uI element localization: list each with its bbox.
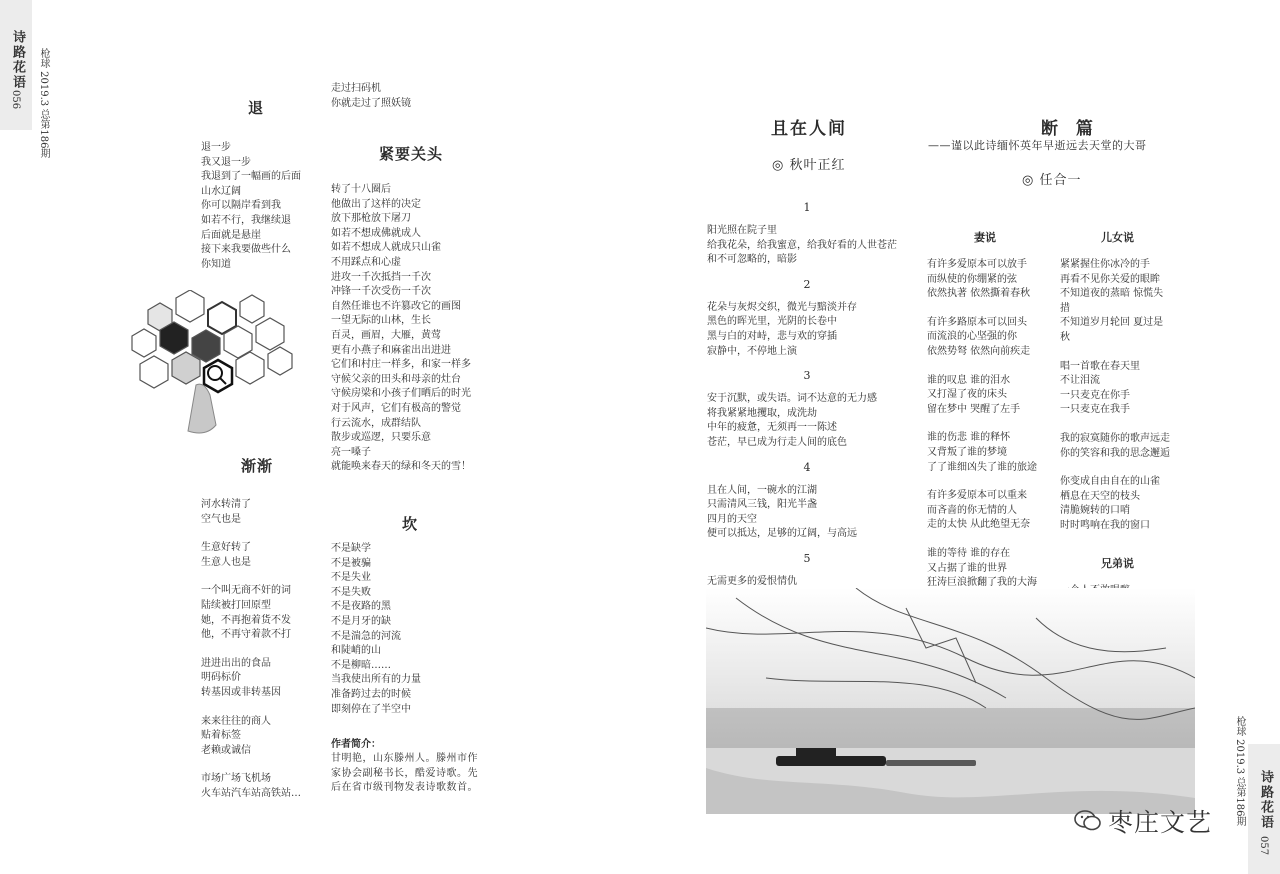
poem-line: 不是湍急的河流 <box>331 630 401 642</box>
poem-line: 后在省市级刊物发表诗歌数首。 <box>331 782 478 794</box>
section-number: 5 <box>803 551 811 565</box>
poem-line: 自然任谁也不许篡改它的画图 <box>331 300 461 312</box>
left-sidebar-issue: 枪球 2019.3 总第186期 <box>38 48 49 159</box>
poem-line: 走的太快 从此绝望无奈 <box>927 519 1031 531</box>
poem-line: 中年的疲惫，无须再一一陈述 <box>707 422 837 434</box>
poem-line: 陆续被打回原型 <box>201 599 271 611</box>
poem-line: 不用踩点和心虚 <box>331 256 401 268</box>
poem-line: 一只麦克在你手 <box>1060 389 1130 401</box>
poem-line: 贴着标签 <box>201 730 241 742</box>
poem-title-broken: 断 篇 <box>1041 119 1099 139</box>
poem-line: 有许多爱原本可以放手 <box>927 259 1027 270</box>
poem-line: 了了谁细凶失了谁的旅途 <box>927 461 1037 473</box>
poem-line: 一只麦克在我手 <box>1060 404 1130 416</box>
poem-line: 清脆婉转的口哨 <box>1060 505 1130 517</box>
poem-line: 将我紧紧地攫取，成洗劫 <box>707 407 817 419</box>
author-bio-heading: 作者简介： <box>331 739 381 750</box>
poem-line: 谁的叹息 谁的泪水 <box>927 374 1011 386</box>
poem-line: 和不可忽略的，暗影 <box>707 254 797 266</box>
poem-line: 栖息在天空的枝头 <box>1060 490 1140 502</box>
poem-line: 又背叛了谁的梦境 <box>927 446 1007 458</box>
poem-line: 不是缺学 <box>331 543 371 554</box>
section-body <box>707 301 897 359</box>
ink-wash-landscape-image <box>706 588 1195 814</box>
poem-line: 秋 <box>1060 331 1070 343</box>
section-body <box>707 224 897 268</box>
poem-line: 不是被骗 <box>331 557 371 569</box>
section-wife-body <box>927 258 1037 591</box>
poem-line: 亮一嗓子 <box>331 446 371 458</box>
poem-line: 又占据了谁的世界 <box>927 562 1007 574</box>
poem-world-sections <box>707 201 897 633</box>
poem-line: 安于沉默，或失语。词不达意的无力感 <box>707 393 877 405</box>
poem-line: 河水转清了 <box>201 499 251 510</box>
poem-line: 依然势弩 依然向前疾走 <box>927 345 1031 357</box>
poem-line: 退一步 <box>201 142 231 153</box>
poem-line: 又打湿了夜的床头 <box>927 389 1007 401</box>
poem-line: 有许多爱原本可以重来 <box>927 490 1027 502</box>
poem-line: 不是失败 <box>331 586 371 598</box>
poem-line: 百灵，画眉，大雁，黄莺 <box>331 329 441 341</box>
poem-line: 谁的等待 谁的存在 <box>927 547 1011 559</box>
poem-line: 紧紧握住你冰冷的手 <box>1060 259 1150 270</box>
author-bio-text <box>331 752 478 796</box>
poem-line: 狂涛巨浪掀翻了我的大海 <box>927 577 1037 589</box>
poem-line: 你的笑容和我的思念邂逅 <box>1060 447 1170 459</box>
poem-title-ridge: 坎 <box>402 515 419 533</box>
wechat-icon <box>1074 808 1102 832</box>
poem-line: 而吝啬的你无情的人 <box>927 504 1017 516</box>
poem-title-gradually: 渐渐 <box>241 457 274 475</box>
poem-line: 你可以隔岸看到我 <box>201 200 281 212</box>
poem-line: 苍茫，早已成为行走人间的底色 <box>707 436 847 448</box>
poem-line: 冲锋一千次受伤一千次 <box>331 286 431 298</box>
poem-title-critical: 紧要关头 <box>379 145 444 163</box>
section-brothers-heading: 兄弟说 <box>1101 557 1134 570</box>
section-children-body <box>1060 258 1170 534</box>
hexagon-icons-illustration <box>118 290 296 438</box>
poem-line: 四月的天空 <box>707 513 757 525</box>
left-page-number: 056 <box>10 90 21 110</box>
poem-line: 黑色的晖光里，光阴的长卷中 <box>707 316 837 328</box>
poem-line: 不让泪流 <box>1060 375 1100 387</box>
poem-line: 当我使出所有的力量 <box>331 674 421 686</box>
poem-line: 散步或巡逻，只要乐意 <box>331 432 431 444</box>
section-number: 1 <box>803 201 811 214</box>
poem-line: 守候房梁和小孩子们晒后的时光 <box>331 388 471 400</box>
poem-line: 我的寂寞随你的歌声远走 <box>1060 432 1170 444</box>
section-wife-heading: 妻说 <box>974 231 996 244</box>
poem-line: 而纵使的你绷紧的弦 <box>927 273 1017 285</box>
poem-line: 我又退一步 <box>201 156 251 168</box>
poem-line: 行云流水，成群结队 <box>331 417 421 429</box>
poem-line: 不知道夜的蒸暗 惊慌失 <box>1060 288 1164 300</box>
poem-line: 接下来我要做些什么 <box>201 244 291 256</box>
poem-ridge-body <box>331 542 421 717</box>
poem-line: 唱一首歌在春天里 <box>1060 360 1140 372</box>
right-sidebar-issue: 枪球 2019.3 总第186期 <box>1234 716 1245 827</box>
right-page-number: 057 <box>1258 836 1269 856</box>
section-body <box>707 484 897 542</box>
poem-line: 她，不再抱着货不发 <box>201 614 291 626</box>
section-number: 4 <box>803 460 811 474</box>
poem-line: 进攻一千次抵挡一千次 <box>331 271 431 283</box>
poem-line: 谁的伤悲 谁的释怀 <box>927 432 1011 444</box>
poem-title-world: 且在人间 <box>771 119 847 139</box>
poem-line: 阳光照在院子里 <box>707 225 777 236</box>
poem-line: 他，不再守着款不打 <box>201 629 291 641</box>
poem-line: 转了十八圈后 <box>331 184 391 195</box>
poem-line: 和陡峭的山 <box>331 645 381 657</box>
poem-line: 不是柳暗…… <box>331 659 391 671</box>
poem-intro-lines <box>331 82 411 111</box>
poem-line: 不是失业 <box>331 572 371 584</box>
section-number: 2 <box>803 277 811 291</box>
poem-line: 我退到了一幅画的后面 <box>201 171 301 183</box>
poem-line: 寂静中，不停地上演 <box>707 345 797 357</box>
poem-line: 时时鸣响在我的窗口 <box>1060 519 1150 531</box>
poem-title-retreat: 退 <box>248 99 265 117</box>
poem-line: 转基因或非转基因 <box>201 686 281 698</box>
poem-line: 你变成自由自在的山雀 <box>1060 476 1160 488</box>
poem-line: 准备跨过去的时候 <box>331 688 411 700</box>
poem-line: 即刻停在了半空中 <box>331 703 411 715</box>
poem-line: 它们和村庄一样多，和家一样多 <box>331 359 471 371</box>
poem-line: 老赖或诚信 <box>201 744 251 756</box>
poem-line: 一个叫无商不奸的词 <box>201 585 291 597</box>
poem-line: 只需清风三钱，阳光半盏 <box>707 499 817 511</box>
poem-line: 空气也是 <box>201 513 241 525</box>
poem-line: 甘明艳，山东滕州人。滕州市作 <box>331 753 478 764</box>
section-children-heading: 儿女说 <box>1101 231 1134 244</box>
poem-broken-author: ◎ 任合一 <box>1022 173 1082 188</box>
poem-gradually-body <box>201 498 301 802</box>
poem-line: 留在梦中 哭醒了左手 <box>927 403 1021 415</box>
poem-line: 明码标价 <box>201 672 241 684</box>
poem-line: 你知道 <box>201 258 231 270</box>
poem-line: 你就走过了照妖镜 <box>331 97 411 109</box>
poem-line: 家协会副秘书长，酷爱诗歌。先 <box>331 767 478 779</box>
poem-line: 生意人也是 <box>201 556 251 568</box>
poem-line: 守候父亲的田头和母亲的灶台 <box>331 373 461 385</box>
left-sidebar-title: 诗路花语 <box>10 30 25 90</box>
poem-line: 给我花朵，给我蜜意，给我好看的人世苍茫 <box>707 239 897 251</box>
poem-world-author: ◎ 秋叶正红 <box>772 158 846 173</box>
right-sidebar-title: 诗路花语 <box>1258 770 1273 830</box>
poem-line: 市场广场飞机场 <box>201 773 271 785</box>
poem-line: 花朵与灰烬交织，微光与黯淡并存 <box>707 301 857 313</box>
poem-retreat-body <box>201 141 301 272</box>
poem-line: 便可以抵达，足够的辽阔，与高远 <box>707 528 857 540</box>
poem-line: 无需更多的爱恨情仇 <box>707 575 797 587</box>
poem-line: 而流浪的心坚强的你 <box>927 331 1017 343</box>
poem-line: 不是月牙的缺 <box>331 615 391 627</box>
poem-line: 一望无际的山林，生长 <box>331 315 431 327</box>
poem-line: 且在人间，一碗水的江湖 <box>707 484 817 496</box>
poem-line: 有许多路原本可以回头 <box>927 316 1027 328</box>
poem-line: 对于风声，它们有极高的警觉 <box>331 402 461 414</box>
poem-line: 进进出出的食品 <box>201 657 271 669</box>
poem-line: 他做出了这样的决定 <box>331 198 421 210</box>
poem-line: 依然执著 依然撕着春秋 <box>927 288 1031 300</box>
poem-line: 再看不见你关爱的眼眸 <box>1060 273 1160 285</box>
poem-line: 走过扫码机 <box>331 83 381 94</box>
poem-line: 来来往往的商人 <box>201 715 271 727</box>
section-body <box>707 392 897 450</box>
poem-broken-subtitle: ——谨以此诗缅怀英年早逝远去天堂的大哥 <box>928 139 1147 152</box>
poem-line: 就能唤来春天的绿和冬天的雪！ <box>331 461 471 473</box>
poem-line: 后面就是悬崖 <box>201 229 261 241</box>
poem-line: 如若不想成人就成只山雀 <box>331 242 441 254</box>
poem-line: 更有小燕子和麻雀出出进进 <box>331 344 451 356</box>
poem-line: 如若不行，我继续退 <box>201 214 291 226</box>
poem-line: 山水辽阔 <box>201 185 241 197</box>
poem-line: 措 <box>1060 302 1070 314</box>
watermark-text: 枣庄文艺 <box>1108 808 1213 837</box>
poem-line: 不知道岁月轮回 夏过是 <box>1060 317 1164 329</box>
poem-critical-body <box>331 183 471 475</box>
poem-line: 生意好转了 <box>201 542 251 554</box>
poem-line: 火车站汽车站高铁站… <box>201 787 301 799</box>
poem-line: 不是夜路的黑 <box>331 601 391 613</box>
poem-line: 如若不想成佛就成人 <box>331 227 421 239</box>
poem-line: 黑与白的对峙，悲与欢的穿插 <box>707 330 837 342</box>
section-number: 3 <box>803 369 811 383</box>
poem-line: 放下那枪放下屠刀 <box>331 213 411 225</box>
